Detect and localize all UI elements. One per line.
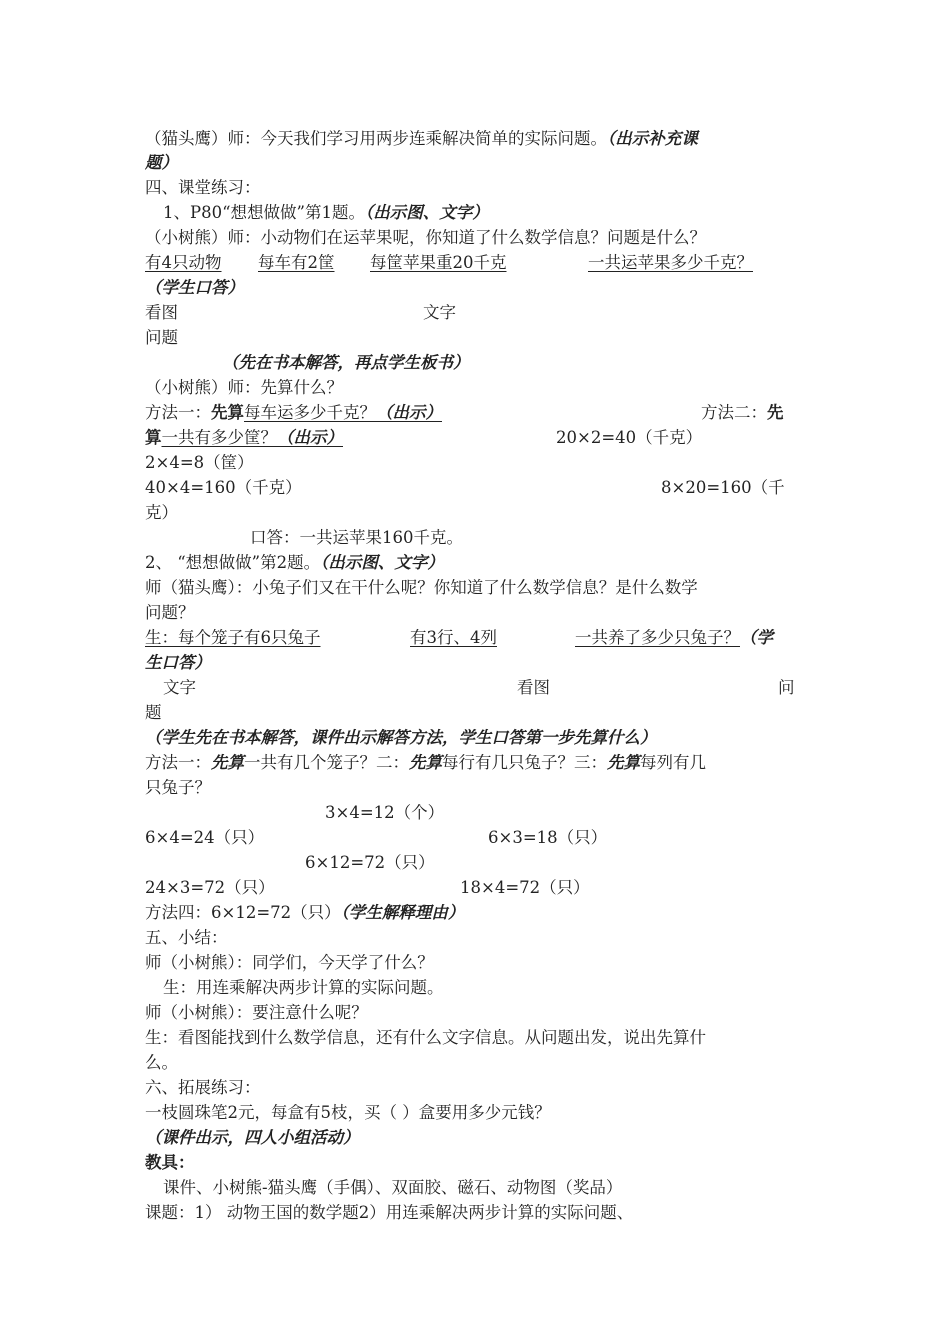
q2-title-note: （出示图、文字） <box>320 553 444 572</box>
q2-eq1: 3×4=12（个） <box>325 803 445 822</box>
q2-m3-text-cont: 只兔子？ <box>145 778 211 797</box>
tools-heading: 教具： <box>145 1153 195 1172</box>
section-6-heading: 六、拓展练习： <box>145 1078 261 1097</box>
q2-m1-text: 一共有几个笼子？二： <box>244 753 409 772</box>
sec6-problem: 一枝圆珠笔2元，每盒有5枝，买（ ）盒要用多少元钱？ <box>145 1103 551 1122</box>
q1-eq3: 40×4=160（千克） <box>145 478 302 497</box>
q1-eq-line <box>145 476 805 500</box>
q2-answer-note: （学 <box>740 628 773 647</box>
q1-ask: （小树熊）师：小动物们在运苹果呢，你知道了什么数学信息？问题是什么？ <box>145 228 706 247</box>
q1-info-question: 一共运苹果多少千克？ <box>588 253 753 272</box>
q2-eq-line-2 <box>145 876 805 900</box>
q2-title: 2、 “想想做做”第2题。 <box>145 553 321 572</box>
q1-m1-note: （出示） <box>376 403 442 422</box>
q1-eq4: 8×20=160（千 <box>661 478 785 497</box>
q1-m2-key-cont: 算 <box>145 428 162 447</box>
q2-ask-cont: 问题？ <box>145 603 195 622</box>
q1-title-note: （出示图、文字） <box>364 203 489 222</box>
q1-methods-line <box>145 401 805 425</box>
q1-solve-note: （先在书本解答，再点学生板书） <box>222 353 470 372</box>
q1-m1-text: 每车运多少千克？ <box>244 403 376 422</box>
q1-label-pic: 看图 <box>145 303 178 322</box>
q2-info-rows-cols: 有3行、4列 <box>410 628 497 647</box>
q1-eq1: 20×2=40（千克） <box>556 428 703 447</box>
q1-label-text: 文字 <box>423 303 456 322</box>
q1-m1-key: 先算 <box>211 403 244 422</box>
q1-labels-line <box>145 301 805 325</box>
q1-eq4-cont: 克） <box>145 503 178 522</box>
sec5-line-4-cont: 么。 <box>145 1053 178 1072</box>
section-5-heading: 五、小结： <box>145 928 228 947</box>
q2-info-per-cage: 生：每个笼子有6只兔子 <box>145 628 321 647</box>
q1-first-ask: （小树熊）师：先算什么？ <box>145 378 343 397</box>
q2-info-question: 一共养了多少只兔子？ <box>575 628 740 647</box>
q2-title-line <box>145 551 805 575</box>
q2-methods-line <box>145 751 805 775</box>
q2-answer-note-cont: 生口答） <box>145 653 211 672</box>
q2-eq3: 6×3=18（只） <box>488 828 608 847</box>
q1-answer-note: （学生口答） <box>145 278 244 297</box>
intro-line <box>145 127 805 151</box>
q1-info-per-cart: 每车有2筐 <box>258 253 335 272</box>
sec5-line-2: 生：用连乘解决两步计算的实际问题。 <box>163 978 444 997</box>
tools-topics: 课题：1） 动物王国的数学题2）用连乘解决两步计算的实际问题、 <box>145 1203 634 1222</box>
q2-m2-text: 每行有几只兔子？三： <box>442 753 607 772</box>
q2-m3-key: 先算 <box>607 753 640 772</box>
q2-eq5: 24×3=72（只） <box>145 878 275 897</box>
q2-m4: 方法四：6×12=72（只） <box>145 903 341 922</box>
q2-eq2: 6×4=24（只） <box>145 828 265 847</box>
q2-eq-line-1 <box>145 826 805 850</box>
q2-eq6: 18×4=72（只） <box>460 878 590 897</box>
q2-m1-key: 先算 <box>211 753 244 772</box>
intro-note: （出示补充课 <box>607 129 698 148</box>
q1-eq2: 2×4=8（筐） <box>145 453 254 472</box>
sec5-line-1: 师（小树熊）：同学们，今天学了什么？ <box>145 953 434 972</box>
q1-info-line <box>145 251 805 275</box>
intro-text: （猫头鹰）师：今天我们学习用两步连乘解决简单的实际问题。 <box>145 129 607 148</box>
q1-m2-text: 一共有多少筐？ <box>161 428 277 447</box>
intro-note-cont: 题） <box>145 153 178 172</box>
q1-oral: 口答：一共运苹果160千克。 <box>250 528 463 547</box>
tools-list: 课件、小树熊-猫头鹰（手偶）、双面胶、磁石、动物图（奖品） <box>163 1178 623 1197</box>
q2-m3-text: 每列有几 <box>640 753 706 772</box>
q1-title-line <box>163 201 823 225</box>
q2-info-line <box>145 626 805 650</box>
q2-m4-line <box>145 901 805 925</box>
q2-eq4: 6×12=72（只） <box>305 853 435 872</box>
q1-info-animals: 有4只动物 <box>145 253 222 272</box>
sec5-line-4: 生：看图能找到什么数学信息，还有什么文字信息。从问题出发，说出先算什 <box>145 1028 706 1047</box>
q2-m2-key: 先算 <box>409 753 442 772</box>
q1-methods-line-2 <box>145 426 805 450</box>
q1-m2-prefix: 方法二： <box>701 403 767 422</box>
q1-label-question: 问题 <box>145 328 178 347</box>
q2-m4-note: （学生解释理由） <box>340 903 465 922</box>
q2-label-pic: 看图 <box>517 678 550 697</box>
q1-m1-prefix: 方法一： <box>145 403 211 422</box>
q1-info-per-basket: 每筐苹果重20千克 <box>370 253 507 272</box>
q2-ask: 师（猫头鹰）：小兔子们又在干什么呢？你知道了什么数学信息？是什么数学 <box>145 578 698 597</box>
sec6-note: （课件出示，四人小组活动） <box>145 1128 360 1147</box>
q2-label-question: 问 <box>778 678 795 697</box>
sec5-line-3: 师（小树熊）：要注意什么呢？ <box>145 1003 368 1022</box>
q2-label-text: 文字 <box>163 678 196 697</box>
q2-solve-note: （学生先在书本解答，课件出示解答方法，学生口答第一步先算什么） <box>145 728 657 747</box>
section-4-heading: 四、课堂练习： <box>145 178 261 197</box>
q2-m-prefix: 方法一： <box>145 753 211 772</box>
q2-labels-line <box>145 676 805 700</box>
q1-title: 1、P80“想想做做”第1题。 <box>163 203 365 222</box>
q1-m2-key: 先 <box>767 403 784 422</box>
q1-m2-note: （出示） <box>277 428 343 447</box>
q2-label-question-cont: 题 <box>145 703 162 722</box>
